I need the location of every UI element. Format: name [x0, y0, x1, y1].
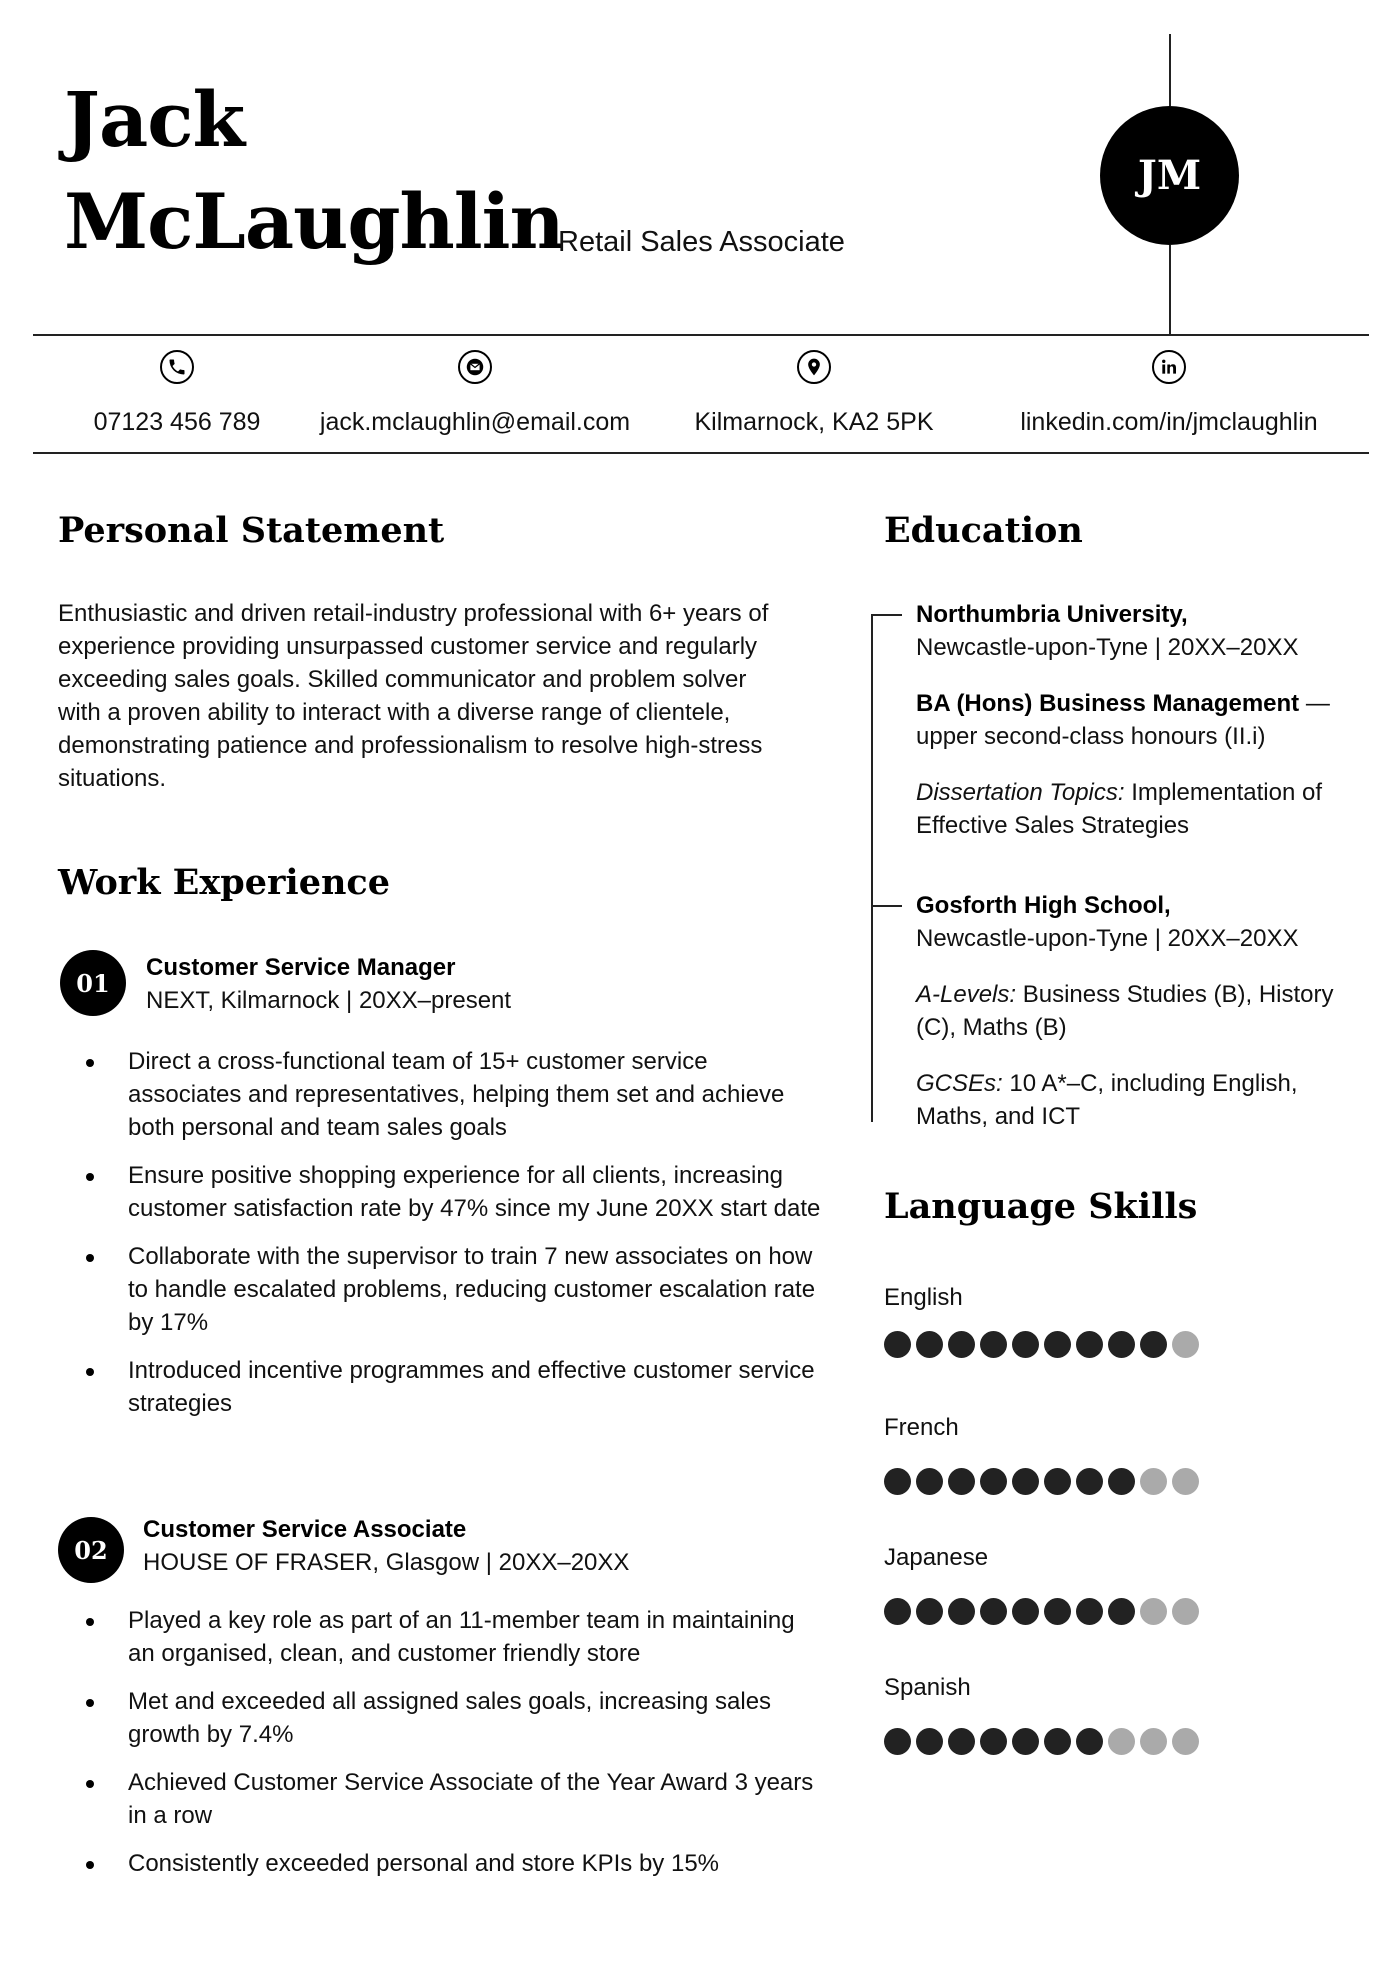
level-dot-filled [884, 1598, 911, 1625]
language-level-dots [884, 1468, 1199, 1495]
level-dot-empty [1140, 1598, 1167, 1625]
bullet-text: Consistently exceeded personal and store KPIs by 15% [128, 1850, 720, 1877]
email-icon [458, 350, 492, 384]
level-dot-filled [948, 1598, 975, 1625]
personal-statement-text: Enthusiastic and driven retail-industry professional with 6+ years of experience providing unsurpassed customer service and regularly exceeding sales goals. Skilled communicator and problem solver with a proven ability to interact with a diverse range of clientele, demonstrating patience and professionalism to resolve high-stress situations. [58, 600, 769, 792]
school-place-dates: Newcastle-upon-Tyne | 20XX–20XX [916, 634, 1299, 661]
school-place-dates: Newcastle-upon-Tyne | 20XX–20XX [916, 925, 1299, 952]
divider-top [33, 334, 1369, 336]
job-employer-dates: HOUSE OF FRASER, Glasgow | 20XX–20XX [143, 1549, 630, 1576]
personal-statement-title: Personal Statement [58, 510, 445, 551]
level-dot-filled [916, 1468, 943, 1495]
job-bullets [82, 1604, 822, 1895]
last-name: McLaughlin [64, 177, 564, 266]
level-dot-filled [980, 1468, 1007, 1495]
gcses-text: 10 A*–C, including English, Maths, and ICT [916, 1070, 1298, 1130]
alevels-label: A-Levels: [916, 981, 1017, 1008]
level-dot-filled [948, 1728, 975, 1755]
school-name: Northumbria University, [916, 601, 1188, 628]
level-dot-filled [980, 1598, 1007, 1625]
level-dot-filled [1108, 1331, 1135, 1358]
header-vertical-line-bottom [1169, 245, 1171, 334]
education-timeline-tick [871, 614, 902, 616]
level-dot-filled [1108, 1598, 1135, 1625]
level-dot-filled [1044, 1468, 1071, 1495]
language-name: Spanish [884, 1674, 971, 1701]
dissertation-label: Dissertation Topics: [916, 779, 1125, 806]
bullet-item [82, 1847, 822, 1880]
level-dot-empty [1140, 1728, 1167, 1755]
level-dot-filled [916, 1331, 943, 1358]
monogram-badge [1100, 106, 1239, 245]
job-number-badge [60, 950, 126, 1016]
level-dot-filled [1012, 1331, 1039, 1358]
job-role: Customer Service Manager [146, 954, 456, 981]
job-number-badge [58, 1517, 124, 1583]
work-experience-title: Work Experience [58, 862, 390, 903]
bullet-item [82, 1604, 822, 1670]
bullet-dot-icon [86, 1254, 94, 1262]
language-skills-title: Language Skills [884, 1186, 1198, 1227]
contact-location [644, 350, 984, 437]
bullet-item [82, 1766, 822, 1832]
level-dot-filled [980, 1728, 1007, 1755]
level-dot-empty [1172, 1598, 1199, 1625]
bullet-dot-icon [86, 1059, 94, 1067]
bullet-text: Met and exceeded all assigned sales goals, increasing sales growth by 7.4% [128, 1688, 772, 1748]
level-dot-filled [1140, 1331, 1167, 1358]
level-dot-filled [1044, 1728, 1071, 1755]
bullet-text: Achieved Customer Service Associate of the Year Award 3 years in a row [128, 1769, 814, 1829]
level-dot-filled [1076, 1728, 1103, 1755]
first-name: Jack [64, 75, 245, 164]
language-name: Japanese [884, 1544, 989, 1571]
school-name: Gosforth High School, [916, 892, 1171, 919]
education-timeline-line [871, 614, 873, 1122]
degree-suffix: — [1299, 690, 1330, 717]
level-dot-filled [884, 1331, 911, 1358]
education-entry [916, 598, 1356, 842]
level-dot-filled [884, 1468, 911, 1495]
bullet-dot-icon [86, 1618, 94, 1626]
job-role: Customer Service Associate [143, 1516, 467, 1543]
degree-detail: upper second-class honours (II.i) [916, 723, 1266, 750]
level-dot-filled [1012, 1598, 1039, 1625]
contact-phone [7, 350, 347, 437]
location-text: Kilmarnock, KA2 5PK [694, 408, 934, 436]
linkedin-icon [1152, 350, 1186, 384]
level-dot-filled [884, 1728, 911, 1755]
level-dot-filled [1044, 1331, 1071, 1358]
gcses-label: GCSEs: [916, 1070, 1003, 1097]
level-dot-empty [1108, 1728, 1135, 1755]
job-bullets [82, 1045, 822, 1435]
bullet-dot-icon [86, 1699, 94, 1707]
job-title: Retail Sales Associate [558, 226, 845, 258]
bullet-dot-icon [86, 1173, 94, 1181]
language-name: English [884, 1284, 963, 1311]
level-dot-filled [1076, 1598, 1103, 1625]
language-name: French [884, 1414, 959, 1441]
level-dot-filled [1076, 1468, 1103, 1495]
bullet-text: Collaborate with the supervisor to train 7 new associates on how to handle escalated problems, reducing customer escalation rate by 17% [128, 1243, 816, 1336]
bullet-text: Direct a cross-functional team of 15+ customer service associates and representatives, helping them set and achieve both personal and team sales goals [128, 1048, 785, 1141]
bullet-item [82, 1354, 822, 1420]
job-number: 02 [74, 1535, 108, 1565]
degree-name: BA (Hons) Business Management [916, 690, 1300, 717]
linkedin-url[interactable]: linkedin.com/in/jmclaughlin [1020, 408, 1318, 436]
language-level-dots [884, 1331, 1199, 1358]
divider-bottom [33, 452, 1369, 454]
level-dot-filled [948, 1468, 975, 1495]
phone-number[interactable]: 07123 456 789 [93, 408, 261, 436]
contact-linkedin [999, 350, 1339, 437]
location-pin-icon [797, 350, 831, 384]
contact-email [305, 350, 645, 437]
level-dot-empty [1172, 1468, 1199, 1495]
level-dot-filled [980, 1331, 1007, 1358]
level-dot-filled [1108, 1468, 1135, 1495]
bullet-text: Ensure positive shopping experience for all clients, increasing customer satisfaction rate by 47% since my June 20XX start date [128, 1162, 821, 1222]
level-dot-empty [1172, 1331, 1199, 1358]
language-level-dots [884, 1598, 1199, 1625]
level-dot-filled [1012, 1728, 1039, 1755]
phone-icon [160, 350, 194, 384]
dissertation-text: Implementation of Effective Sales Strategies [916, 779, 1322, 839]
education-entry [916, 889, 1356, 1133]
education-title: Education [884, 510, 1083, 551]
level-dot-filled [1076, 1331, 1103, 1358]
education-timeline-tick [871, 905, 902, 907]
level-dot-empty [1140, 1468, 1167, 1495]
bullet-item [82, 1159, 822, 1225]
level-dot-filled [916, 1598, 943, 1625]
bullet-dot-icon [86, 1861, 94, 1869]
bullet-dot-icon [86, 1780, 94, 1788]
level-dot-filled [1044, 1598, 1071, 1625]
bullet-item [82, 1240, 822, 1339]
bullet-dot-icon [86, 1368, 94, 1376]
bullet-item [82, 1045, 822, 1144]
bullet-text: Introduced incentive programmes and effective customer service strategies [128, 1357, 815, 1417]
bullet-item [82, 1685, 822, 1751]
alevels-text: Business Studies (B), History (C), Maths (B) [916, 981, 1334, 1041]
bullet-text: Played a key role as part of an 11-member team in maintaining an organised, clean, and customer friendly store [128, 1607, 795, 1667]
email-address[interactable]: jack.mclaughlin@email.com [319, 408, 631, 436]
header-vertical-line-top [1169, 34, 1171, 106]
monogram-text: JM [1137, 152, 1202, 199]
job-number: 01 [76, 968, 110, 998]
job-employer-dates: NEXT, Kilmarnock | 20XX–present [146, 987, 512, 1014]
language-level-dots [884, 1728, 1199, 1755]
level-dot-empty [1172, 1728, 1199, 1755]
level-dot-filled [1012, 1468, 1039, 1495]
level-dot-filled [916, 1728, 943, 1755]
level-dot-filled [948, 1331, 975, 1358]
